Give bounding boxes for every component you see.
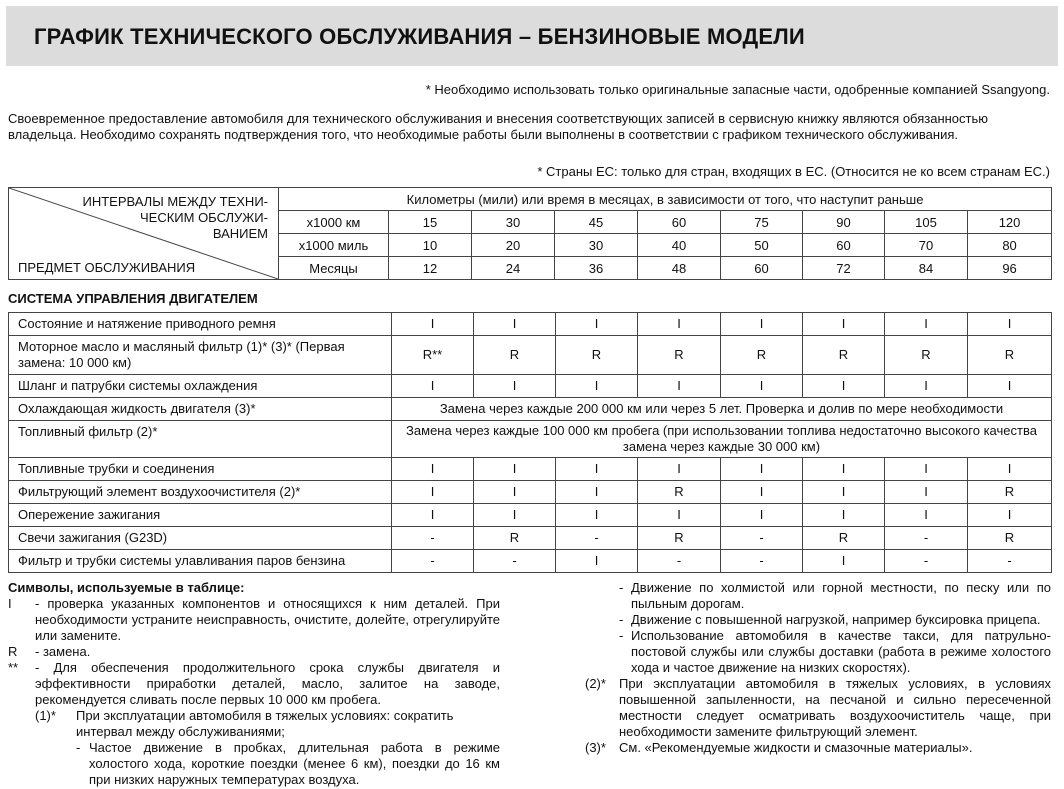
page-title: ГРАФИК ТЕХНИЧЕСКОГО ОБСЛУЖИВАНИЯ – БЕНЗИНОВЫЕ МОДЕЛИ bbox=[34, 24, 805, 49]
corner-item-label: ПРЕДМЕТ ОБСЛУЖИВАНИЯ bbox=[18, 260, 196, 275]
span-cell: Замена через каждые 200 000 км или через 5 лет. Проверка и долив по мере необходимости bbox=[392, 398, 1052, 421]
legend-text: Частое движение в пробках, длительная работа в режиме холостого хода, короткие поездки (менее 6 км), поездки до 16 км при низких наружных температурах воздуха. bbox=[89, 740, 500, 787]
legend-symbol: I bbox=[8, 596, 12, 611]
cell: I bbox=[638, 375, 721, 398]
cell: 80 bbox=[968, 234, 1052, 257]
item-name: Топливные трубки и соединения bbox=[9, 458, 392, 481]
cell: R bbox=[638, 481, 721, 504]
cell: I bbox=[556, 313, 638, 336]
cell: 72 bbox=[803, 257, 885, 280]
cell: 96 bbox=[968, 257, 1052, 280]
table-row bbox=[9, 504, 1052, 527]
section-title: СИСТЕМА УПРАВЛЕНИЯ ДВИГАТЕЛЕМ bbox=[8, 291, 258, 306]
cell: I bbox=[474, 481, 556, 504]
legend-text: При эксплуатации автомобиля в тяжелых условиях: сократить интервал между обслуживаниями; bbox=[76, 708, 454, 739]
cell: I bbox=[392, 458, 474, 481]
legend-note-2 bbox=[585, 676, 1051, 740]
legend-note-1-item bbox=[585, 612, 1051, 628]
legend-symbol: (3)* bbox=[585, 740, 606, 755]
cell: I bbox=[968, 375, 1052, 398]
maintenance-items-table bbox=[8, 312, 1052, 573]
cell: I bbox=[721, 481, 803, 504]
cell: 30 bbox=[555, 234, 638, 257]
cell: 84 bbox=[885, 257, 968, 280]
row-label: x1000 км bbox=[279, 211, 389, 234]
cell: I bbox=[803, 481, 885, 504]
cell: I bbox=[556, 504, 638, 527]
cell: I bbox=[721, 375, 803, 398]
item-name: Опережение зажигания bbox=[9, 504, 392, 527]
cell: R bbox=[638, 527, 721, 550]
legend-right-column bbox=[585, 580, 1051, 756]
cell: 50 bbox=[721, 234, 803, 257]
dash-marker: - bbox=[619, 580, 624, 595]
legend-text: См. «Рекомендуемые жидкости и смазочные материалы». bbox=[619, 740, 973, 755]
item-name: Моторное масло и масляный фильтр (1)* (3)* (Первая замена: 10 000 км) bbox=[9, 336, 392, 375]
dash-marker: - bbox=[619, 628, 624, 643]
original-parts-note: * Необходимо использовать только оригинальные запасные части, одобренные компанией Ssangyong. bbox=[425, 82, 1050, 97]
cell: I bbox=[392, 375, 474, 398]
cell: I bbox=[556, 458, 638, 481]
legend-left-column bbox=[8, 580, 500, 788]
item-name: Охлаждающая жидкость двигателя (3)* bbox=[9, 398, 392, 421]
cell: 90 bbox=[803, 211, 885, 234]
item-name: Состояние и натяжение приводного ремня bbox=[9, 313, 392, 336]
item-name: Свечи зажигания (G23D) bbox=[9, 527, 392, 550]
cell: I bbox=[638, 458, 721, 481]
cell: R bbox=[474, 336, 556, 375]
cell: I bbox=[721, 504, 803, 527]
item-name: Фильтр и трубки системы улавливания паров бензина bbox=[9, 550, 392, 573]
legend-note-1 bbox=[8, 708, 500, 740]
cell: 24 bbox=[472, 257, 555, 280]
span-cell: Замена через каждые 100 000 км пробега (при использовании топлива недостаточно высокого качества замена через каждые 30 000 км) bbox=[392, 421, 1052, 458]
cell: I bbox=[721, 458, 803, 481]
cell: 105 bbox=[885, 211, 968, 234]
table-row bbox=[9, 481, 1052, 504]
legend-entry-i bbox=[8, 596, 500, 644]
cell: I bbox=[968, 313, 1052, 336]
cell: I bbox=[885, 313, 968, 336]
dash-marker: - bbox=[76, 740, 81, 755]
table-row bbox=[9, 421, 1052, 458]
cell: 60 bbox=[721, 257, 803, 280]
legend-text: - проверка указанных компонентов и относящихся к ним деталей. При необходимости устраните неисправность, очистите, долейте, отрегулируйте или замените. bbox=[35, 596, 500, 643]
cell: R bbox=[556, 336, 638, 375]
cell: 15 bbox=[389, 211, 472, 234]
cell: 30 bbox=[472, 211, 555, 234]
table-row bbox=[9, 398, 1052, 421]
cell: R** bbox=[392, 336, 474, 375]
cell: I bbox=[803, 550, 885, 573]
cell: 36 bbox=[555, 257, 638, 280]
cell: 45 bbox=[555, 211, 638, 234]
cell: - bbox=[392, 550, 474, 573]
cell: I bbox=[885, 375, 968, 398]
legend-text: Движение по холмистой или горной местности, по песку или по пыльным дорогам. bbox=[631, 580, 1051, 611]
corner-intervals-label: ИНТЕРВАЛЫ МЕЖДУ ТЕХНИ- ЧЕСКИМ ОБСЛУЖИ- ВАНИЕМ bbox=[82, 194, 268, 241]
table-row bbox=[9, 313, 1052, 336]
cell: 75 bbox=[721, 211, 803, 234]
legend-note-1-item bbox=[585, 580, 1051, 612]
dash-marker: - bbox=[619, 612, 624, 627]
cell: - bbox=[638, 550, 721, 573]
cell: I bbox=[885, 481, 968, 504]
cell: R bbox=[968, 336, 1052, 375]
cell: - bbox=[885, 550, 968, 573]
cell: I bbox=[392, 504, 474, 527]
cell: R bbox=[803, 527, 885, 550]
row-label: x1000 миль bbox=[279, 234, 389, 257]
table-row bbox=[9, 550, 1052, 573]
legend-text: - замена. bbox=[35, 644, 91, 659]
legend-symbol: ** bbox=[8, 660, 19, 675]
cell: R bbox=[638, 336, 721, 375]
item-name: Фильтрующий элемент воздухоочистителя (2)* bbox=[9, 481, 392, 504]
cell: I bbox=[392, 313, 474, 336]
legend-text: Использование автомобиля в качестве такси, для патрульно-постовой службы или службы доставки (работа в режиме холостого хода и частое движение на низких скоростях). bbox=[631, 628, 1051, 675]
cell: R bbox=[885, 336, 968, 375]
cell: I bbox=[556, 481, 638, 504]
cell: - bbox=[968, 550, 1052, 573]
cell: - bbox=[556, 527, 638, 550]
table-row bbox=[9, 375, 1052, 398]
row-label: Месяцы bbox=[279, 257, 389, 280]
eu-note: * Страны ЕС: только для стран, входящих в ЕС. (Относится не ко всем странам ЕС.) bbox=[537, 164, 1050, 179]
cell: 70 bbox=[885, 234, 968, 257]
cell: R bbox=[721, 336, 803, 375]
cell: I bbox=[968, 458, 1052, 481]
legend-note-1-item bbox=[585, 628, 1051, 676]
legend-title: Символы, используемые в таблице: bbox=[8, 580, 245, 595]
cell: I bbox=[474, 504, 556, 527]
cell: 20 bbox=[472, 234, 555, 257]
cell: I bbox=[885, 458, 968, 481]
table-row bbox=[9, 458, 1052, 481]
table-row bbox=[9, 336, 1052, 375]
cell: I bbox=[803, 504, 885, 527]
cell: 40 bbox=[638, 234, 721, 257]
cell: 60 bbox=[638, 211, 721, 234]
cell: I bbox=[474, 313, 556, 336]
legend-symbol: (2)* bbox=[585, 676, 606, 691]
cell: - bbox=[474, 550, 556, 573]
intervals-corner-cell bbox=[9, 188, 279, 280]
cell: 10 bbox=[389, 234, 472, 257]
cell: I bbox=[474, 458, 556, 481]
cell: - bbox=[392, 527, 474, 550]
legend-symbol: R bbox=[8, 644, 18, 659]
cell: 120 bbox=[968, 211, 1052, 234]
cell: I bbox=[392, 481, 474, 504]
legend-note-1-item bbox=[8, 740, 500, 788]
cell: I bbox=[556, 375, 638, 398]
intervals-header: Километры (мили) или время в месяцах, в зависимости от того, что наступит раньше bbox=[279, 188, 1052, 211]
cell: 12 bbox=[389, 257, 472, 280]
cell: I bbox=[638, 313, 721, 336]
cell: I bbox=[474, 375, 556, 398]
cell: I bbox=[968, 504, 1052, 527]
cell: - bbox=[885, 527, 968, 550]
item-name: Топливный фильтр (2)* bbox=[9, 421, 392, 458]
cell: 48 bbox=[638, 257, 721, 280]
cell: I bbox=[803, 458, 885, 481]
intervals-table bbox=[8, 187, 1052, 280]
legend-note-3 bbox=[585, 740, 1051, 756]
cell: R bbox=[968, 527, 1052, 550]
legend-text: - Для обеспечения продолжительного срока службы двигателя и эффективности приработки деталей, масло, залитое на заводе, рекомендуется сливать после первых 10 000 км пробега. bbox=[35, 660, 500, 707]
cell: I bbox=[803, 375, 885, 398]
item-name: Шланг и патрубки системы охлаждения bbox=[9, 375, 392, 398]
cell: I bbox=[803, 313, 885, 336]
cell: - bbox=[721, 527, 803, 550]
cell: I bbox=[556, 550, 638, 573]
cell: R bbox=[968, 481, 1052, 504]
legend-entry-r bbox=[8, 644, 500, 660]
cell: I bbox=[638, 504, 721, 527]
table-row bbox=[9, 527, 1052, 550]
legend-symbol: (1)* bbox=[35, 708, 56, 723]
cell: R bbox=[803, 336, 885, 375]
legend-entry-double-star bbox=[8, 660, 500, 708]
cell: I bbox=[885, 504, 968, 527]
legend-text: Движение с повышенной нагрузкой, например буксировка прицепа. bbox=[631, 612, 1041, 627]
intro-paragraph: Своевременное предоставление автомобиля для технического обслуживания и внесения соответствующих записей в сервисную книжку являются обязанностью владельца. Необходимо сохранять подтверждения того, что необходимые работы были выполнены в соответствии с графиком технического обслуживания. bbox=[8, 111, 989, 142]
cell: - bbox=[721, 550, 803, 573]
cell: R bbox=[474, 527, 556, 550]
cell: 60 bbox=[803, 234, 885, 257]
cell: I bbox=[721, 313, 803, 336]
legend-text: При эксплуатации автомобиля в тяжелых условиях, в условиях повышенной запыленности, на песчаной и сильно пересеченной местности следует осматривать воздухоочиститель чаще, при необходимости замените фильтрующий элемент. bbox=[619, 676, 1051, 739]
